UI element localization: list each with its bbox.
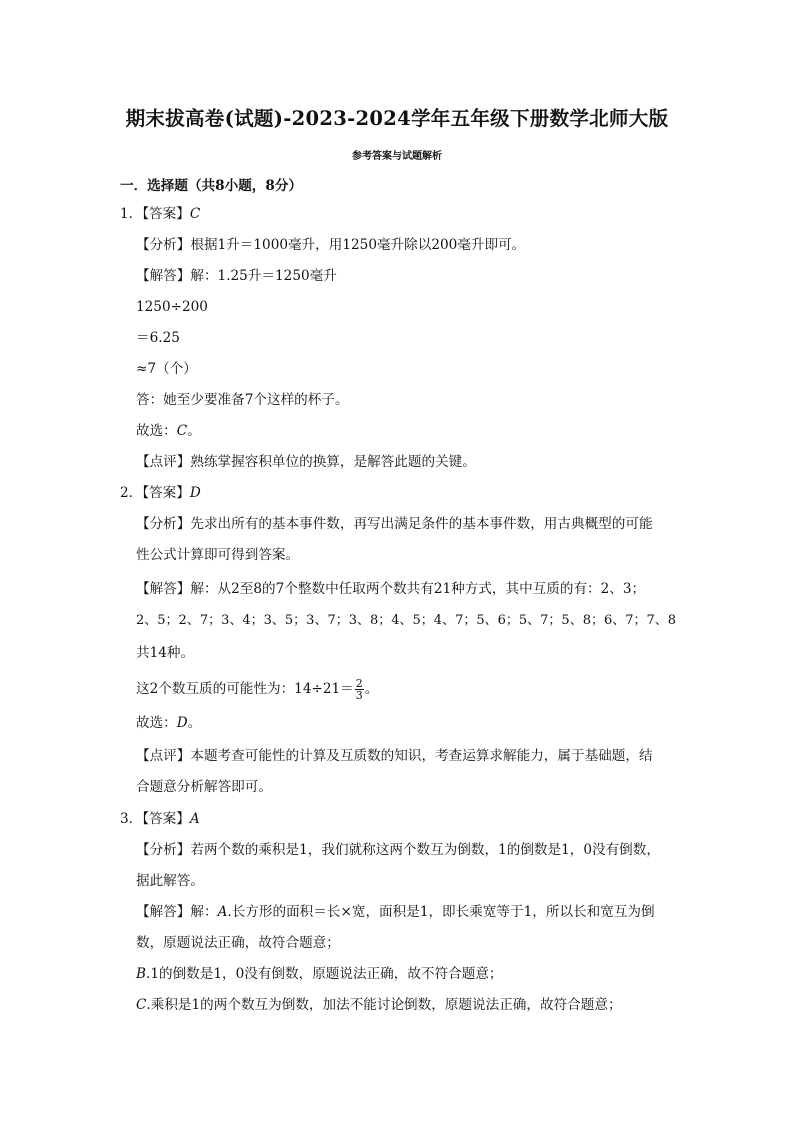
- q2-choice: [136, 714, 201, 732]
- q2-answer: D: [189, 485, 201, 501]
- q3-option-c: [136, 996, 622, 1014]
- q2-answer-tag: 【答案】: [142, 485, 190, 501]
- q1-step-2: ＝6.25: [136, 330, 180, 346]
- q2-solution: [136, 580, 645, 598]
- q2-comment-text-2: 合题意分析解答即可。: [136, 779, 272, 795]
- q3-option-a-label: A: [217, 904, 228, 920]
- q3-answer-tag: 【答案】: [142, 811, 190, 827]
- q2-answer-line: [120, 484, 201, 502]
- q3-solution-pre: 解：: [190, 904, 218, 920]
- q2-solution-text-2: 2、5；2、7；3、4；3、5；3、7；3、8；4、5；4、7；5、6；5、7；5、8；6、7；7、8: [136, 613, 677, 628]
- q2-solution-text-1: 解：从2至8的7个整数中任取两个数共有21种方式，其中互质的有：2、3；: [190, 581, 646, 597]
- q1-comment: [136, 453, 476, 471]
- q1-choice: [136, 422, 201, 440]
- q1-analysis-tag: 【分析】: [136, 237, 191, 253]
- q1-solution-tag: 【解答】: [136, 268, 191, 284]
- q3-number: 3．: [120, 811, 143, 827]
- q1-choice-letter: C: [176, 423, 188, 439]
- q1-solution-text: 解：1.25升＝1250毫升: [190, 268, 337, 284]
- q1-answer-line: [120, 205, 200, 223]
- page-subtitle: 参考答案与试题解析: [352, 151, 442, 162]
- q3-option-b-label: B: [136, 966, 146, 982]
- q3-solution-tag: 【解答】: [136, 904, 191, 920]
- q3-analysis: [136, 841, 660, 859]
- q2-solution-text-3: 共14种。: [136, 645, 195, 661]
- q2-fraction-numerator: 2: [355, 677, 363, 690]
- q2-analysis: [136, 515, 653, 533]
- q1-answer: C: [189, 206, 201, 222]
- q2-comment: [136, 747, 653, 765]
- q1-choice-post: 。: [187, 423, 201, 439]
- q3-option-c-label: C: [136, 997, 147, 1013]
- q1-comment-text: 熟练掌握容积单位的换算，是解答此题的关键。: [190, 454, 476, 470]
- q3-solution-text-1: .长方形的面积＝长×宽，面积是1，即长乘宽等于1，所以长和宽互为倒: [227, 904, 655, 920]
- q3-solution: [136, 903, 655, 921]
- q2-prob-pre: 这2个数互质的可能性为：14÷21＝: [136, 681, 354, 697]
- section-heading: 一．选择题（共8小题，8分）: [120, 178, 303, 194]
- q2-fraction: [355, 678, 364, 701]
- q2-probability: [136, 678, 378, 701]
- q2-comment-text-1: 本题考查可能性的计算及互质数的知识，考查运算求解能力，属于基础题，结: [190, 748, 653, 764]
- q2-analysis-text-2: 性公式计算即可得到答案。: [136, 547, 300, 563]
- q3-solution-text-2: 数，原题说法正确，故符合题意；: [136, 935, 340, 951]
- q2-analysis-tag: 【分析】: [136, 516, 191, 532]
- q3-answer: A: [189, 811, 200, 827]
- q2-comment-tag: 【点评】: [136, 748, 191, 764]
- q2-analysis-text-1: 先求出所有的基本事件数，再写出满足条件的基本事件数，用古典概型的可能: [190, 516, 653, 532]
- q2-choice-letter: D: [176, 715, 188, 731]
- q2-fraction-denominator: 3: [355, 689, 363, 702]
- q2-prob-post: 。: [364, 681, 379, 697]
- q2-solution-tag: 【解答】: [136, 581, 191, 597]
- q2-number: 2．: [120, 485, 143, 501]
- q2-choice-post: 。: [187, 715, 202, 731]
- q1-comment-tag: 【点评】: [136, 454, 191, 470]
- q3-solution-text-3: .1的倒数是1，0没有倒数，原题说法正确，故不符合题意；: [146, 966, 503, 982]
- q1-solution: [136, 267, 337, 285]
- q1-analysis-text: 根据1升＝1000毫升，用1250毫升除以200毫升即可。: [190, 237, 526, 253]
- q3-analysis-text-1: 若两个数的乘积是1，我们就称这两个数互为倒数，1的倒数是1，0没有倒数，: [190, 842, 660, 858]
- q2-choice-pre: 故选：: [136, 715, 177, 731]
- q1-number: 1．: [120, 206, 143, 222]
- q3-analysis-tag: 【分析】: [136, 842, 191, 858]
- q3-option-b: [136, 965, 503, 983]
- q3-analysis-text-2: 据此解答。: [136, 873, 204, 889]
- q1-step-4: 答：她至少要准备7个这样的杯子。: [136, 392, 349, 408]
- q1-choice-pre: 故选：: [136, 423, 177, 439]
- q1-step-3: ≈7（个）: [136, 361, 197, 377]
- page-title: 期末拔高卷(试题)-2023-2024学年五年级下册数学北师大版: [125, 107, 669, 130]
- q3-answer-line: [120, 810, 200, 828]
- q1-analysis: [136, 236, 525, 254]
- q1-step-1: 1250÷200: [136, 299, 208, 315]
- q1-answer-tag: 【答案】: [142, 206, 190, 222]
- q3-solution-text-4: .乘积是1的两个数互为倒数，加法不能讨论倒数，原题说法正确，故符合题意；: [146, 997, 622, 1013]
